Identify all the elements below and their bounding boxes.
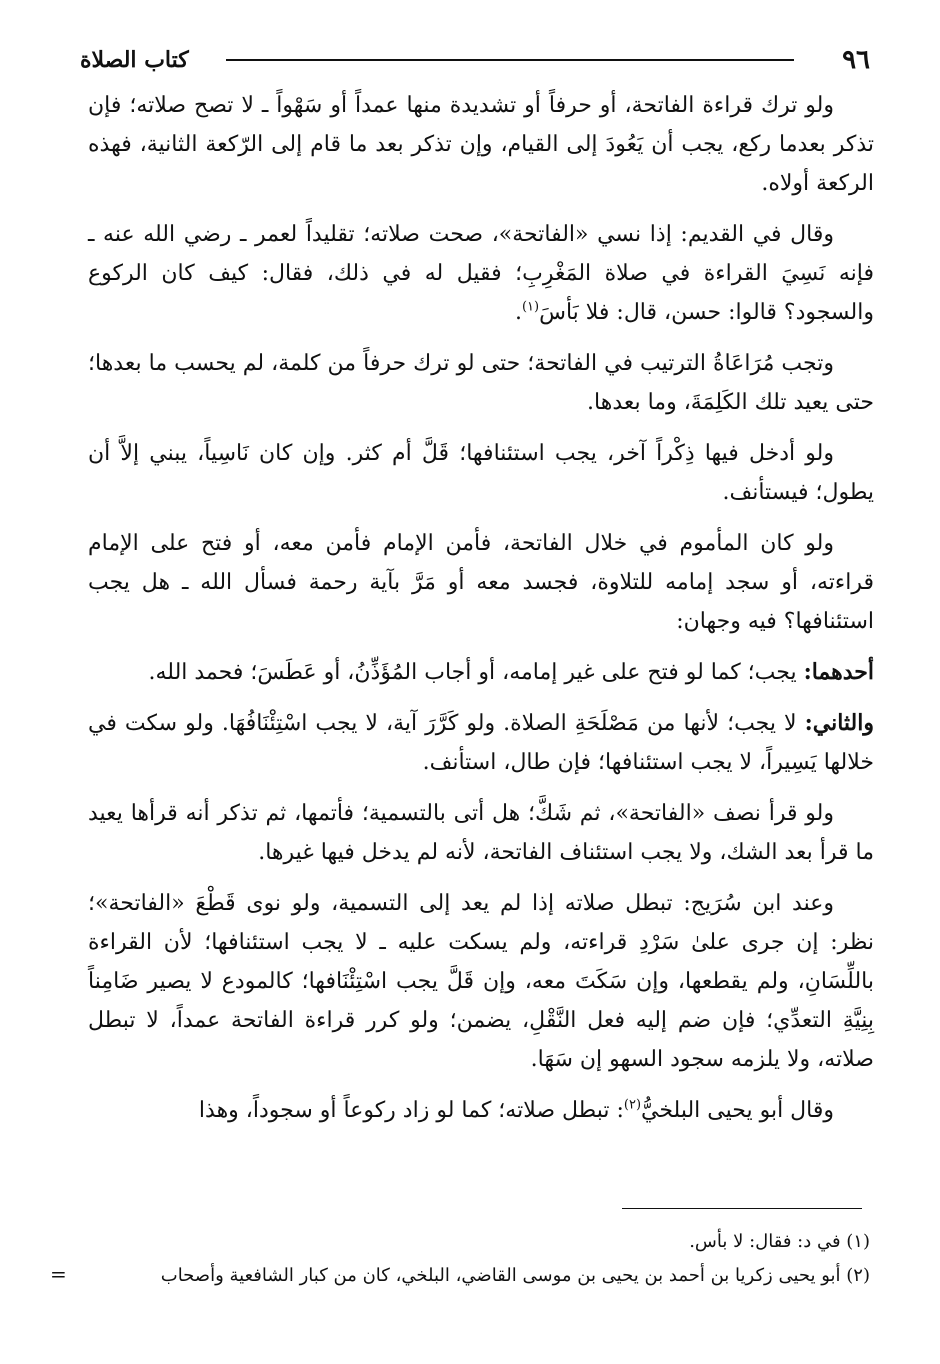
paragraph-text-tail: : تبطل صلاته؛ كما لو زاد ركوعاً أو سجوداً، وهذا <box>198 1098 624 1123</box>
paragraph-text: ولو ترك قراءة الفاتحة، أو حرفاً أو تشديدة منها عمداً أو سَهْواً ـ لا تصح صلاته؛ فإن تذكر بعدما ركع، يجب أن يَعُودَ إلى القيام، وإن تذكر بعد ما قام إلى الرّكعة الثانية، فهذه الركعة أولاه. <box>88 93 874 196</box>
paragraph-text: وتجب مُرَاعَاةُ الترتيب في الفاتحة؛ حتى لو ترك حرفاً من كلمة، لم يحسب ما بعدها؛ حتى يعيد تلك الكَلِمَةَ، وما بعدها. <box>88 351 874 415</box>
paragraph <box>88 794 874 872</box>
paragraph-text: يجب؛ كما لو فتح على غير إمامه، أو أجاب المُؤَذِّنُ، أو عَطَسَ؛ فحمد الله. <box>148 660 804 685</box>
continuation-mark: = <box>50 1262 67 1286</box>
paragraph <box>88 884 874 1079</box>
page-header <box>80 40 870 80</box>
paragraph <box>88 653 874 692</box>
paragraph <box>88 524 874 641</box>
paragraph-lead: أحدهما: <box>803 659 874 685</box>
paragraph-text: ولو قرأ نصف «الفاتحة»، ثم شَكَّ؛ هل أتى بالتسمية؛ فأتمها، ثم تذكر أنه قرأها يعيد ما قرأ بعد الشك، ولا يجب استئناف الفاتحة، لأنه لم يدخل فيها غيرها. <box>88 801 874 865</box>
paragraph-text: وقال أبو يحيى البلخيُّ <box>641 1098 834 1123</box>
paragraph-text: وقال في القديم: إذا نسي «الفاتحة»، صحت صلاته؛ تقليداً لعمر ـ رضي الله عنه ـ فإنه نَسِيَ القراءة في صلاة المَغْرِبِ؛ فقيل له في ذلك، فقال: كيف كان الركوع والسجود؟ قالوا: حسن، قال: فلا بَأسَ <box>88 222 874 325</box>
footnote-text: (١) في د: فقال: لا بأس. <box>689 1231 870 1252</box>
footnote-rule <box>622 1208 862 1209</box>
footnotes <box>50 1226 870 1292</box>
paragraph-text: ولو أدخل فيها ذِكْراً آخر، يجب استئنافها؛ قَلَّ أم كثر. وإن كان نَاسِياً، يبني إلاَّ أن يطول؛ فيستأنف. <box>88 441 874 505</box>
footnote <box>50 1226 870 1258</box>
header-rule <box>226 59 794 61</box>
paragraph-lead: والثاني: <box>804 710 874 736</box>
book-title: كتاب الصلاة <box>80 47 189 73</box>
paragraph-text-tail: . <box>514 300 522 325</box>
footnote-ref[interactable]: (٢) <box>623 1097 642 1113</box>
paragraph-text: ولو كان المأموم في خلال الفاتحة، فأمن الإمام فأمن معه، أو فتح على الإمام قراءته، أو سجد إمامه للتلاوة، فجسد معه أو مَرَّ بآية رحمة فسأل الله ـ هل يجب استئنافها؟ فيه وجهان: <box>88 531 874 634</box>
paragraph <box>88 1091 874 1130</box>
page-number: ٩٦ <box>842 45 870 75</box>
footnote-ref[interactable]: (١) <box>521 299 540 315</box>
paragraph-text: لا يجب؛ لأنها من مَصْلَحَةِ الصلاة. ولو كَرَّرَ آية، لا يجب اسْتِئْنَافُهَا. ولو سكت في خلالها يَسِيراً، لا يجب استئنافها؛ فإن طال، استأنف. <box>88 711 874 775</box>
paragraph <box>88 215 874 332</box>
paragraph <box>88 344 874 422</box>
paragraph <box>88 434 874 512</box>
footnote-text: (٢) أبو يحيى زكريا بن أحمد بن يحيى بن موسى القاضي، البلخي، كان من كبار الشافعية وأصحاب <box>160 1265 870 1286</box>
paragraph-text: وعند ابن سُرَيج: تبطل صلاته إذا لم يعد إلى التسمية، ولو نوى قَطْعَ «الفاتحة»؛ نظر: إن جرى علىٰ سَرْدِ قراءته، ولم يسكت عليه ـ لا يجب استئنافها؛ لأن القراءة باللِّسَانِ، ولم يقطعها، وإن سَكَتَ معه، وإن قَلَّ يجب اسْتِئْنَافها؛ كالمودع لا يصير ضَامِناً بِنِيَّةِ التعدِّي؛ فإن ضم إليه فعل النَّقْلِ، يضمن؛ ولو كرر قراءة الفاتحة عمداً، لا تبطل صلاته، ولا يلزمه سجود السهو إن سَهَا. <box>88 891 874 1072</box>
paragraph <box>88 86 874 203</box>
body-text <box>88 86 874 1142</box>
paragraph <box>88 704 874 782</box>
footnote <box>50 1258 870 1292</box>
